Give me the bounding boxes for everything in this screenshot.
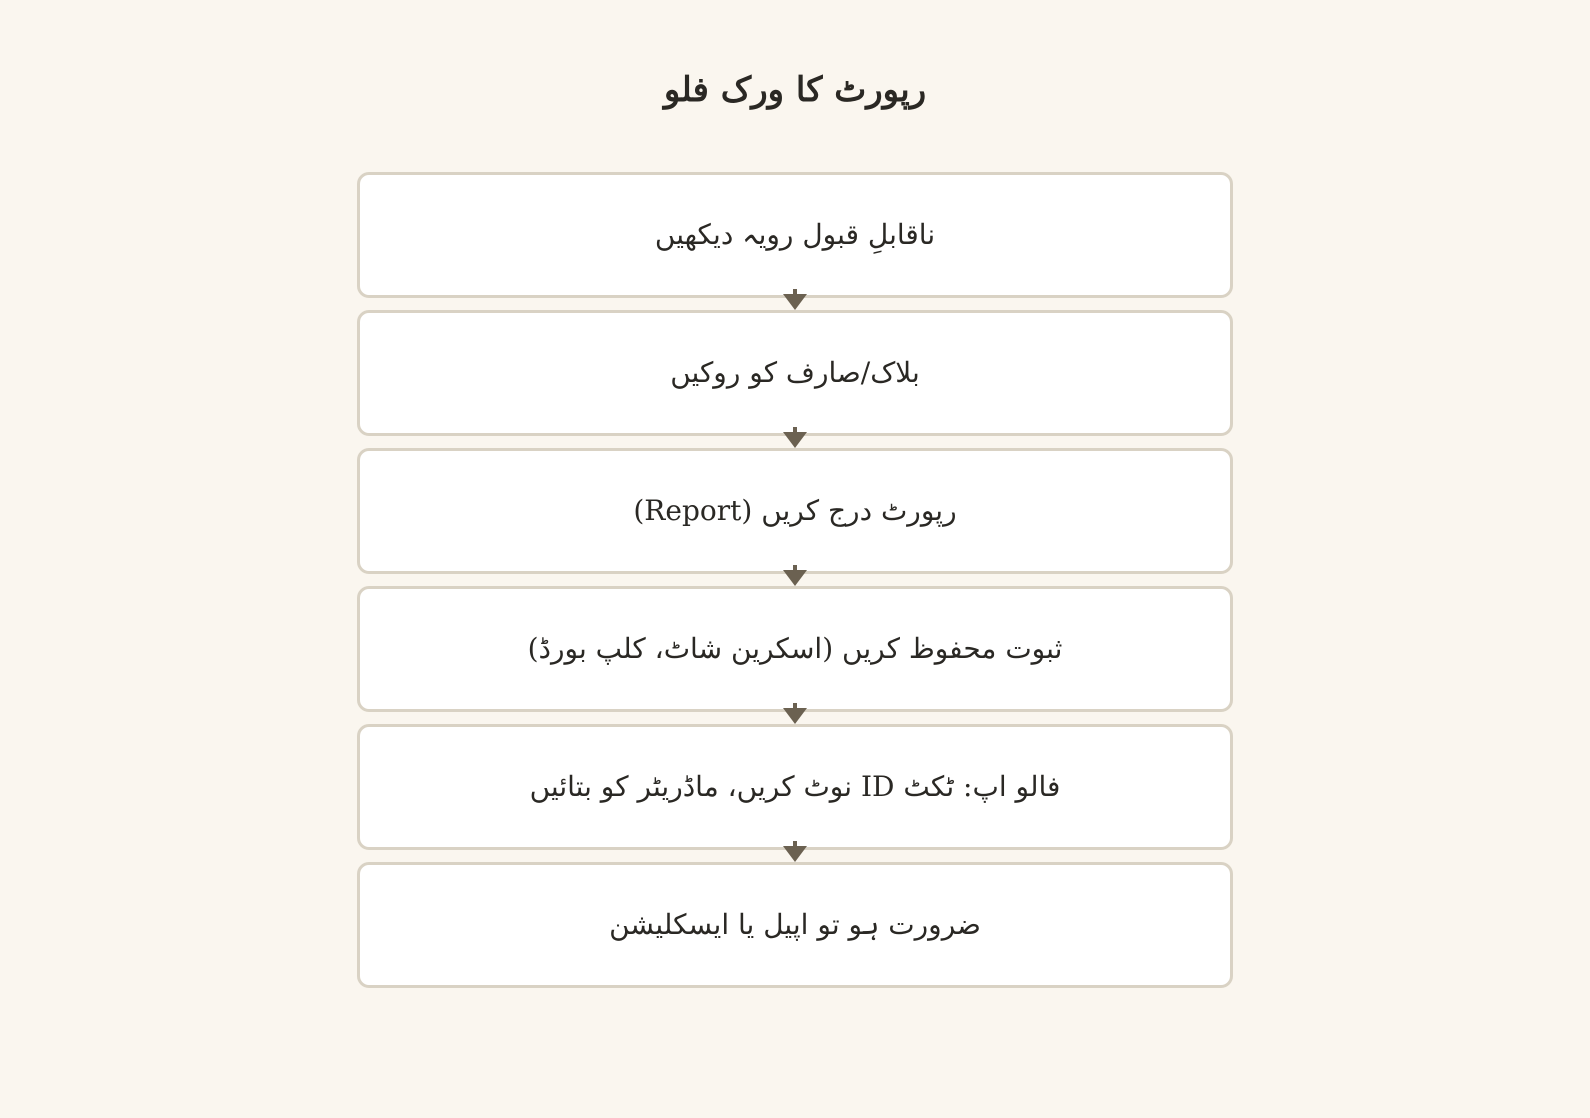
flow-step-6 <box>357 862 1233 988</box>
flow-step-label: ناقابلِ قبول رویہ دیکھیں <box>654 218 936 251</box>
diagram-title: رپورٹ کا ورک فلو <box>663 70 927 110</box>
arrow-down-icon <box>782 427 808 449</box>
flow-step-label: بلاک/صارف کو روکیں <box>670 356 920 389</box>
flow-step-3 <box>357 448 1233 574</box>
flow-step-label: فالو اپ: ٹکٹ ID نوٹ کریں، ماڈریٹر کو بتائیں <box>529 770 1061 803</box>
arrow-down-icon <box>782 565 808 587</box>
flow-step-4 <box>357 586 1233 712</box>
arrow-down-icon <box>782 289 808 311</box>
arrow-down-icon <box>782 841 808 863</box>
flow-step-label: ثبوت محفوظ کریں (اسکرین شاٹ، کلپ بورڈ) <box>527 632 1063 665</box>
flow-step-label: رپورٹ درج کریں (Report) <box>633 494 957 527</box>
flow-step-1 <box>357 172 1233 298</box>
arrow-down-icon <box>782 703 808 725</box>
flow-step-label: ضرورت ہو تو اپیل یا ایسکلیشن <box>609 908 981 941</box>
workflow-diagram <box>357 172 1233 988</box>
flow-step-5 <box>357 724 1233 850</box>
flow-step-2 <box>357 310 1233 436</box>
